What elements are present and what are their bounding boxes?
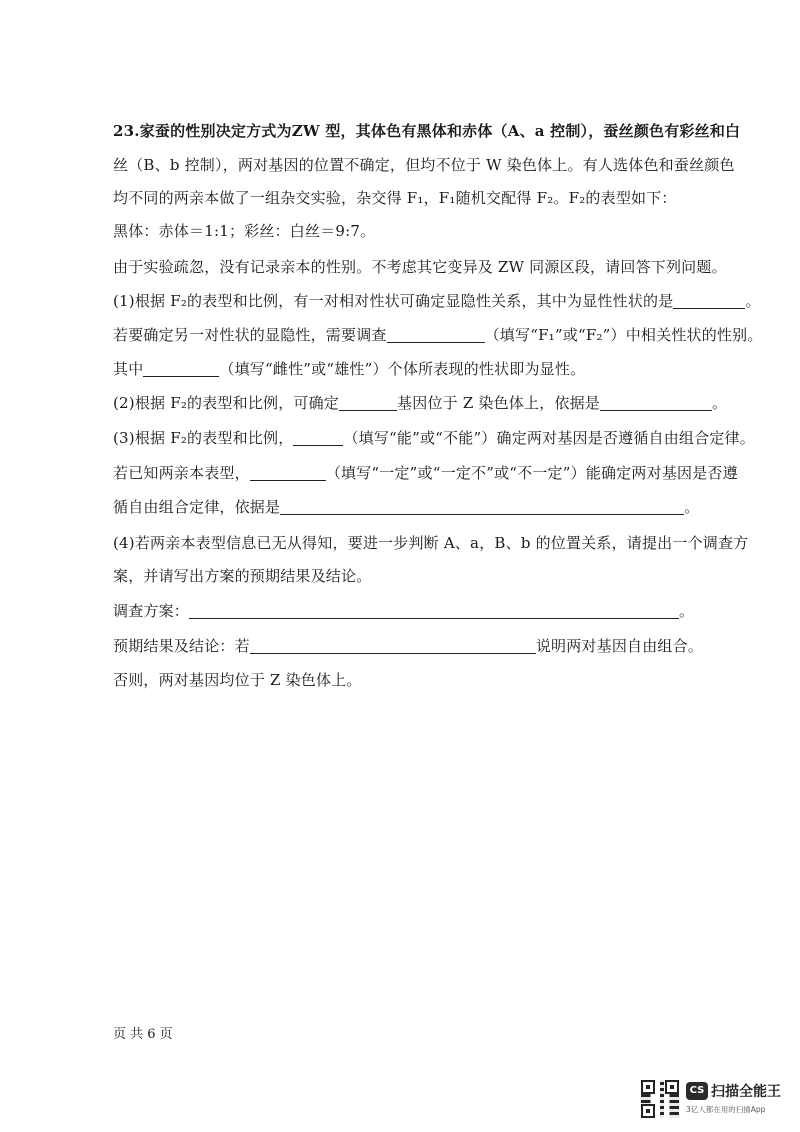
scanner-watermark <box>641 1080 791 1120</box>
camscanner-logo-icon: CS <box>686 1082 708 1100</box>
part-3-line-3: 循自由组合定律，依据是 。 <box>113 498 700 516</box>
page-footer: 页 共 6 页 <box>113 1027 173 1042</box>
qr-code-icon <box>641 1080 679 1118</box>
part-1-line-1: (1)根据 F₂的表型和比例，有一对相对性状可确定显隐性关系，其中为显性性状的是 。 <box>113 292 761 310</box>
question-stem-line-5: 由于实验疏忽，没有记录亲本的性别。不考虑其它变异及 ZW 同源区段，请回答下列问题。 <box>113 258 727 276</box>
answer-blank-survey-plan[interactable] <box>189 602 679 619</box>
part-3-line-1: (3)根据 F₂的表型和比例， （填写“能”或“不能”）确定两对基因是否遵循自由组合定律。 <box>113 429 755 447</box>
part-1-line-3: 其中 （填写“雌性”或“雄性”）个体所表现的性状即为显性。 <box>113 360 586 378</box>
answer-blank-free-combination-basis[interactable] <box>280 498 684 515</box>
part-4-line-1: (4)若两亲本表型信息已无从得知，要进一步判断 A、a，B、b 的位置关系，请提出一个调查方 <box>113 534 749 552</box>
survey-plan-line: 调查方案： 。 <box>113 602 695 620</box>
question-number: 23. <box>113 122 140 140</box>
part-1-line-2: 若要确定另一对性状的显隐性，需要调查 （填写“F₁”或“F₂”）中相关性状的性别。 <box>113 326 763 344</box>
part-3-line-2: 若已知两亲本表型， （填写“一定”或“一定不”或“不一定”）能确定两对基因是否遵 <box>113 464 738 482</box>
conclusion-else-line: 否则，两对基因均位于 Z 染色体上。 <box>113 671 362 689</box>
scanner-app-name: 扫描全能王 <box>711 1084 781 1100</box>
answer-blank-dominant-trait[interactable] <box>673 292 745 309</box>
scanner-tagline: 3亿人都在用的扫描App <box>686 1105 766 1114</box>
expected-result-line: 预期结果及结论：若 说明两对基因自由组合。 <box>113 637 704 655</box>
answer-blank-evidence[interactable] <box>600 394 712 411</box>
answer-blank-gene[interactable] <box>339 394 397 411</box>
question-stem-line-1: 23.家蚕的性别决定方式为ZW 型，其体色有黑体和赤体（A、a 控制），蚕丝颜色有彩丝和白 <box>113 122 741 140</box>
answer-blank-sex[interactable] <box>143 360 219 377</box>
question-stem-line-2: 丝（B、b 控制），两对基因的位置不确定，但均不位于 W 染色体上。有人选体色和蚕丝颜色 <box>113 156 735 174</box>
phenotype-ratio-line: 黑体：赤体＝1:1；彩丝：白丝＝9:7。 <box>113 222 376 240</box>
question-stem-line-3: 均不同的两亲本做了一组杂交实验，杂交得 F₁，F₁随机交配得 F₂。F₂的表型如下： <box>113 189 677 207</box>
answer-blank-certainty[interactable] <box>250 464 326 481</box>
answer-blank-can-or-cannot[interactable] <box>293 429 343 446</box>
answer-blank-expected-result[interactable] <box>250 637 536 654</box>
part-2-line: (2)根据 F₂的表型和比例，可确定 基因位于 Z 染色体上，依据是 。 <box>113 394 728 412</box>
part-4-line-2: 案，并请写出方案的预期结果及结论。 <box>113 567 372 585</box>
answer-blank-generation[interactable] <box>387 326 485 343</box>
